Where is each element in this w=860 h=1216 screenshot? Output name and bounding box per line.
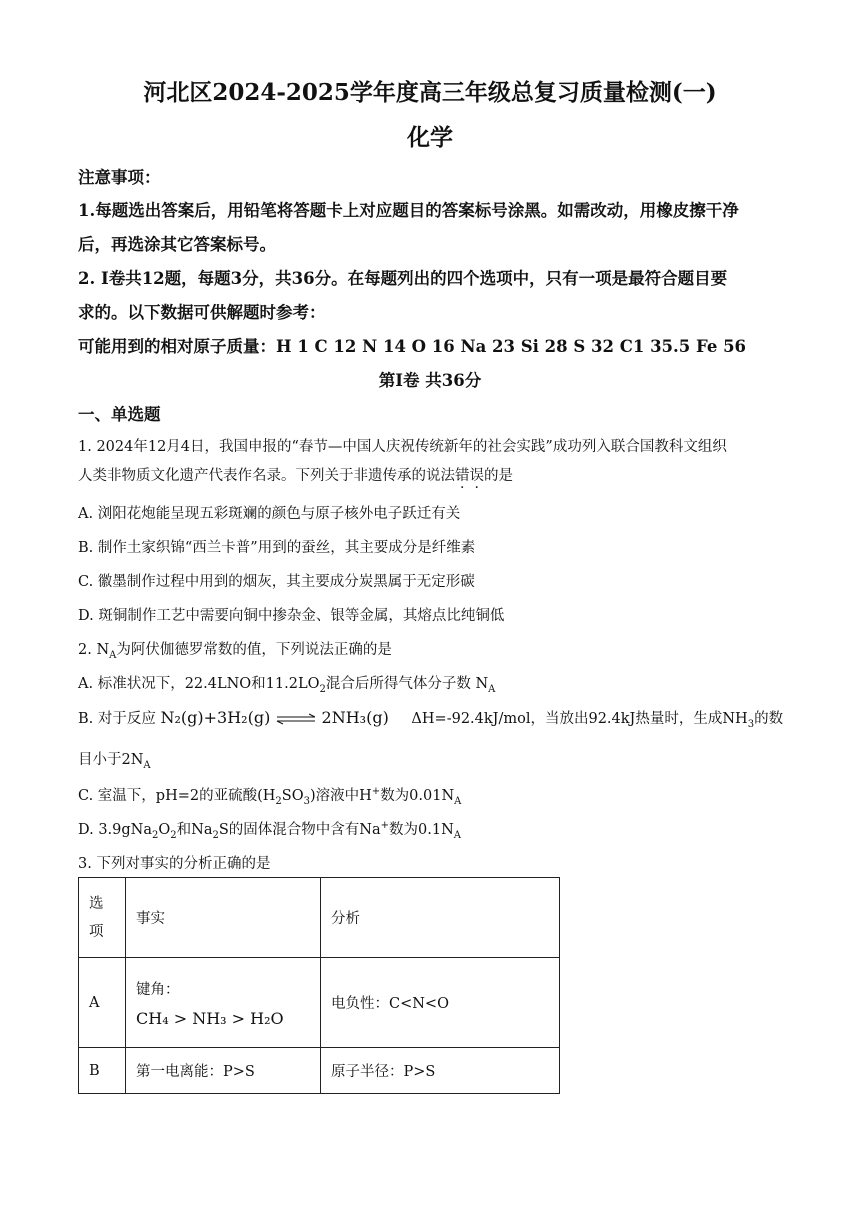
q2-stem — [78, 638, 392, 661]
q2-d-text: D. 3.9gNa — [78, 822, 153, 838]
subscript: A — [488, 683, 496, 695]
q2-d-text-4: 数为0.1N — [389, 822, 454, 838]
q2-stem-n: 2. N — [78, 642, 110, 658]
q2-option-d — [78, 818, 461, 841]
table-cell-fact: 第一电离能：P>S — [126, 1048, 321, 1094]
subscript: 2 — [212, 829, 219, 841]
table-header-fact: 事实 — [126, 878, 321, 958]
superscript: + — [380, 820, 390, 832]
subscript: A — [109, 649, 117, 661]
bond-angle-formula: CH₄ > NH₃ > H₂O — [136, 1008, 284, 1028]
q2-a-text-2: 混合后所得气体分子数 N — [325, 676, 489, 692]
header-option-char-1: 选 — [89, 895, 104, 912]
q2-stem-text: 为阿伏伽德罗常数的值，下列说法正确的是 — [116, 642, 392, 658]
q1-stem-tail: 的是 — [484, 468, 513, 484]
subscript: A — [453, 829, 462, 841]
superscript: + — [371, 786, 381, 798]
emphasis-dot-char: 误 — [469, 468, 484, 484]
table-cell-analysis: 原子半径：P>S — [321, 1048, 560, 1094]
part-heading: 一、单选题 — [78, 405, 161, 424]
subscript: 2 — [319, 683, 326, 695]
notes-line-1b: 后，再选涂其它答案标号。 — [78, 235, 276, 254]
q2-d-text-3: S的固体混合物中含有Na — [218, 822, 381, 838]
subscript: 2 — [152, 829, 159, 841]
q1-stem-line-1: 1. 2024年12月4日，我国申报的“春节—中国人庆祝传统新年的社会实践”成功列入联合国教科文组织 — [78, 439, 727, 455]
q1-option-c: C. 徽墨制作过程中用到的烟灰，其主要成分炭黑属于无定形碳 — [78, 574, 475, 590]
q3-stem: 3. 下列对事实的分析正确的是 — [78, 856, 271, 872]
table-row — [79, 958, 560, 1048]
q2-c-text: C. 室温下，pH=2的亚硫酸(H — [78, 788, 276, 804]
exam-title: 河北区2024-2025学年度高三年级总复习质量检测(一) — [143, 79, 717, 106]
q2-c-text-4: 数为0.01N — [380, 788, 455, 804]
q2-c-text-2: SO — [281, 788, 304, 804]
subscript: 2 — [275, 795, 282, 807]
q1-option-a: A. 浏阳花炮能呈现五彩斑斓的颜色与原子核外电子跃迁有关 — [78, 506, 461, 522]
q2-d-text-2: 和Na — [176, 822, 213, 838]
q2-option-c — [78, 784, 461, 807]
notes-line-2a: 2. Ⅰ卷共12题，每题3分，共36分。在每题列出的四个选项中，只有一项是最符合题目要 — [78, 269, 728, 288]
fact-label: 键角： — [136, 981, 180, 998]
equilibrium-arrow-icon — [275, 713, 317, 725]
table-cell-fact — [126, 958, 321, 1048]
exam-subject: 化学 — [407, 124, 453, 151]
emphasis-dot-char: 错 — [455, 468, 470, 484]
table-cell-option: B — [79, 1048, 126, 1094]
q2-option-a — [78, 672, 495, 695]
reaction-left: N₂(g)+3H₂(g) — [160, 708, 271, 727]
table-header-analysis: 分析 — [321, 878, 560, 958]
subscript: 3 — [303, 795, 310, 807]
notes-line-1a: 1.每题选出答案后，用铅笔将答题卡上对应题目的答案标号涂黑。如需改动，用橡皮擦干净 — [78, 201, 739, 220]
q2-b-line-2-text: 目小于2N — [78, 752, 144, 768]
q2-b-tail: 的数 — [754, 711, 784, 727]
q1-stem-text: 人类非物质文化遗产代表作名录。下列关于非遗传承的说法 — [78, 468, 455, 484]
section-title: 第Ⅰ卷 共36分 — [378, 371, 482, 390]
q2-c-text-3: )溶液中H — [309, 788, 372, 804]
subscript: 2 — [170, 829, 177, 841]
q2-b-enthalpy: ΔH=-92.4kJ/mol，当放出92.4kJ热量时，生成NH — [411, 711, 748, 727]
notes-line-2b: 求的。以下数据可供解题时参考： — [78, 303, 326, 322]
q2-a-text: A. 标准状况下，22.4LNO和11.2LO — [78, 676, 320, 692]
table-cell-analysis: 电负性：C<N<O — [321, 958, 560, 1048]
q1-option-b: B. 制作土家织锦“西兰卡普”用到的蚕丝，其主要成分是纤维素 — [78, 540, 476, 556]
subscript: 3 — [747, 718, 755, 730]
table-row — [79, 878, 560, 958]
header-option-char-2: 项 — [89, 923, 104, 940]
q1-option-d: D. 斑铜制作工艺中需要向铜中掺杂金、银等金属，其熔点比纯铜低 — [78, 608, 505, 624]
q1-stem-line-2 — [78, 464, 513, 485]
q3-table — [78, 877, 560, 1094]
table-header-option — [79, 878, 126, 958]
q2-d-text-o: O — [158, 822, 171, 838]
q2-option-b — [78, 707, 783, 730]
reaction-right: 2NH₃(g) — [321, 708, 389, 727]
atomic-masses: 可能用到的相对原子质量：H 1 C 12 N 14 O 16 Na 23 Si 28 S 32 C1 35.5 Fe 56 — [78, 337, 747, 356]
q2-option-b-line-2 — [78, 748, 151, 771]
q2-b-text: B. 对于反应 — [78, 711, 156, 727]
table-cell-option: A — [79, 958, 126, 1048]
table-row — [79, 1048, 560, 1094]
subscript: A — [143, 759, 151, 771]
subscript: A — [454, 795, 462, 807]
notes-heading: 注意事项： — [78, 168, 161, 187]
